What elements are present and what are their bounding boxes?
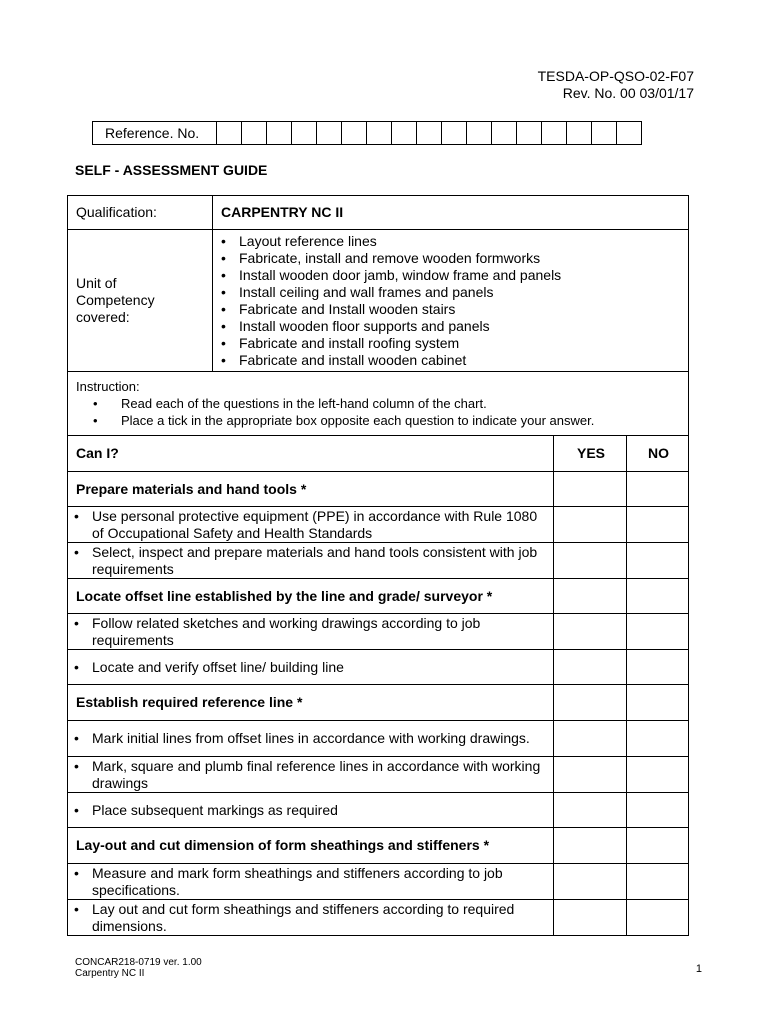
no-checkbox[interactable] (627, 614, 689, 650)
no-checkbox[interactable] (627, 757, 689, 793)
list-item: • Mark, square and plumb final reference lines in accordance with working drawings (68, 758, 547, 792)
list-item: • Locate and verify offset line/ building line (68, 659, 547, 676)
list-item: • Layout reference lines (213, 233, 682, 250)
reference-box (242, 122, 267, 145)
no-checkbox[interactable] (627, 472, 689, 507)
yes-checkbox[interactable] (554, 828, 627, 864)
no-checkbox[interactable] (627, 793, 689, 828)
list-item: • Read each of the questions in the left-hand column of the chart. (76, 395, 682, 412)
reference-number-table (92, 121, 642, 145)
unit-of-competency-list (213, 230, 689, 372)
yes-checkbox[interactable] (554, 650, 627, 685)
list-item: • Lay out and cut form sheathings and stiffeners according to required dimensions. (68, 901, 547, 935)
reference-box (292, 122, 317, 145)
no-checkbox[interactable] (627, 650, 689, 685)
list-item: • Fabricate and install wooden cabinet (213, 352, 682, 369)
unit-of-competency-label: Unit of Competency covered: (68, 230, 213, 372)
question-row (68, 864, 554, 900)
reference-box (467, 122, 492, 145)
section-heading: Lay-out and cut dimension of form sheathings and stiffeners * (68, 828, 554, 864)
yes-checkbox[interactable] (554, 721, 627, 757)
question-row (68, 543, 554, 579)
reference-box (417, 122, 442, 145)
section-heading: Prepare materials and hand tools * (68, 472, 554, 507)
no-checkbox[interactable] (627, 507, 689, 543)
yes-checkbox[interactable] (554, 579, 627, 614)
reference-box (267, 122, 292, 145)
no-checkbox[interactable] (627, 721, 689, 757)
list-item: • Measure and mark form sheathings and stiffeners according to job specifications. (68, 865, 547, 899)
no-checkbox[interactable] (627, 900, 689, 936)
column-header-no: NO (627, 436, 689, 472)
list-item: • Fabricate, install and remove wooden formworks (213, 250, 682, 267)
list-item: • Use personal protective equipment (PPE) in accordance with Rule 1080 of Occupational Safety and Health Standards (68, 508, 547, 542)
footer-doc-code: CONCAR218-0719 ver. 1.00 (75, 957, 202, 968)
footer-doc-name: Carpentry NC II (75, 968, 145, 979)
page-title: SELF - ASSESSMENT GUIDE (75, 162, 268, 178)
instruction-block (68, 372, 689, 436)
yes-checkbox[interactable] (554, 507, 627, 543)
list-item: • Install wooden door jamb, window frame and panels (213, 267, 682, 284)
list-item: • Place subsequent markings as required (68, 802, 547, 819)
page-number: 1 (695, 963, 702, 975)
form-header (538, 68, 694, 102)
reference-box (567, 122, 592, 145)
section-heading: Establish required reference line * (68, 685, 554, 721)
assessment-table (67, 195, 689, 936)
no-checkbox[interactable] (627, 828, 689, 864)
yes-checkbox[interactable] (554, 472, 627, 507)
yes-checkbox[interactable] (554, 614, 627, 650)
reference-box (217, 122, 242, 145)
question-row (68, 721, 554, 757)
section-heading: Locate offset line established by the line and grade/ surveyor * (68, 579, 554, 614)
footer (75, 957, 202, 979)
reference-label: Reference. No. (93, 122, 217, 145)
reference-box (342, 122, 367, 145)
qualification-label: Qualification: (68, 196, 213, 230)
question-row (68, 793, 554, 828)
list-item: • Install wooden floor supports and panels (213, 318, 682, 335)
yes-checkbox[interactable] (554, 864, 627, 900)
no-checkbox[interactable] (627, 864, 689, 900)
list-item: • Place a tick in the appropriate box opposite each question to indicate your answer. (76, 412, 682, 429)
yes-checkbox[interactable] (554, 543, 627, 579)
instruction-label: Instruction: (76, 379, 140, 394)
reference-box (442, 122, 467, 145)
question-row (68, 757, 554, 793)
question-row (68, 507, 554, 543)
question-row (68, 900, 554, 936)
form-code: TESDA-OP-QSO-02-F07 (537, 68, 694, 84)
yes-checkbox[interactable] (554, 793, 627, 828)
yes-checkbox[interactable] (554, 900, 627, 936)
reference-box (517, 122, 542, 145)
reference-box (317, 122, 342, 145)
list-item: • Select, inspect and prepare materials and hand tools consistent with job requirements (68, 544, 547, 578)
reference-box (367, 122, 392, 145)
reference-box (492, 122, 517, 145)
no-checkbox[interactable] (627, 543, 689, 579)
list-item: • Fabricate and Install wooden stairs (213, 301, 682, 318)
list-item: • Install ceiling and wall frames and panels (213, 284, 682, 301)
reference-box (592, 122, 617, 145)
reference-box (542, 122, 567, 145)
column-header-yes: YES (554, 436, 627, 472)
column-header-question: Can I? (68, 436, 554, 472)
list-item: • Mark initial lines from offset lines in accordance with working drawings. (68, 730, 547, 747)
qualification-value: CARPENTRY NC II (213, 196, 689, 230)
revision-number: Rev. No. 00 03/01/17 (562, 85, 694, 101)
question-row (68, 614, 554, 650)
yes-checkbox[interactable] (554, 685, 627, 721)
reference-box (392, 122, 417, 145)
reference-box (617, 122, 642, 145)
question-row (68, 650, 554, 685)
no-checkbox[interactable] (627, 579, 689, 614)
list-item: • Follow related sketches and working drawings according to job requirements (68, 615, 547, 649)
no-checkbox[interactable] (627, 685, 689, 721)
list-item: • Fabricate and install roofing system (213, 335, 682, 352)
yes-checkbox[interactable] (554, 757, 627, 793)
